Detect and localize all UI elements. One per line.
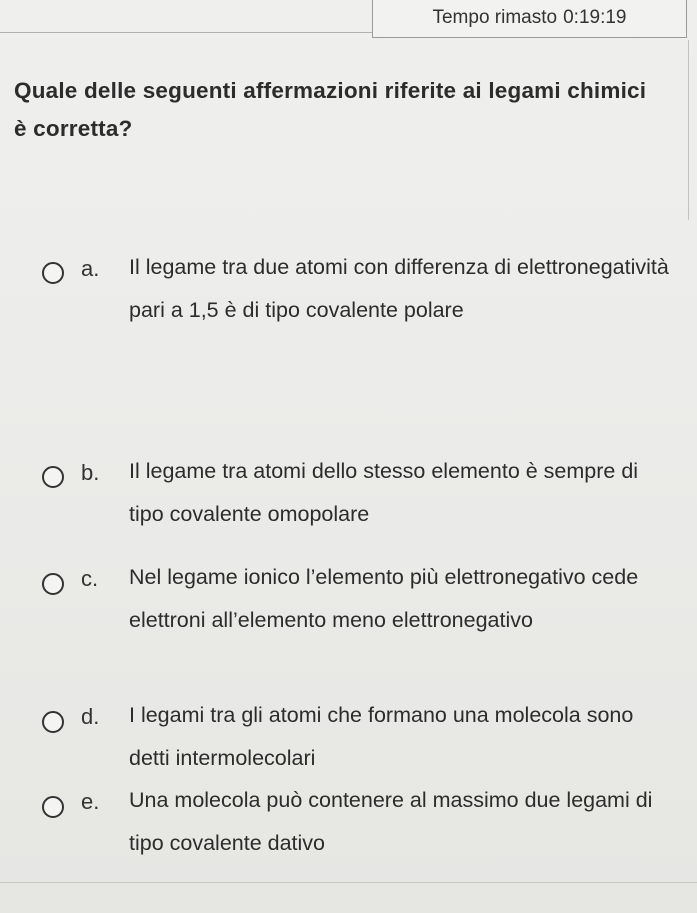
option-c-text[interactable]: Nel legame ionico l’elemento più elettronegativo cede elettroni all’elemento meno elettronegativo <box>129 565 639 632</box>
option-b-letter: b. <box>81 460 100 485</box>
footer-divider <box>0 882 697 883</box>
option-d-text[interactable]: I legami tra gli atomi che formano una molecola sono detti intermolecolari <box>129 703 634 770</box>
option-d-letter: d. <box>81 704 100 729</box>
radio-option-e[interactable] <box>42 796 64 818</box>
timer-box <box>372 0 687 38</box>
radio-option-c[interactable] <box>42 573 64 595</box>
option-e-letter: e. <box>81 789 100 814</box>
option-a-letter: a. <box>81 256 100 281</box>
radio-option-d[interactable] <box>42 711 64 733</box>
radio-option-b[interactable] <box>42 466 64 488</box>
option-b-text[interactable]: Il legame tra atomi dello stesso elemento è sempre di tipo covalente omopolare <box>129 459 639 526</box>
option-e-text[interactable]: Una molecola può contenere al massimo due legami di tipo covalente dativo <box>129 788 653 855</box>
timer-label: Tempo rimasto <box>432 6 558 28</box>
header-divider <box>0 32 372 33</box>
panel-border <box>688 40 689 220</box>
question-text: Quale delle seguenti affermazioni riferite ai legami chimici è corretta? <box>14 78 647 141</box>
option-a-text[interactable]: Il legame tra due atomi con differenza di elettronegatività pari a 1,5 è di tipo covalente polare <box>129 255 669 322</box>
radio-option-a[interactable] <box>42 262 64 284</box>
timer-value: 0:19:19 <box>563 6 627 28</box>
option-c-letter: c. <box>81 566 99 591</box>
